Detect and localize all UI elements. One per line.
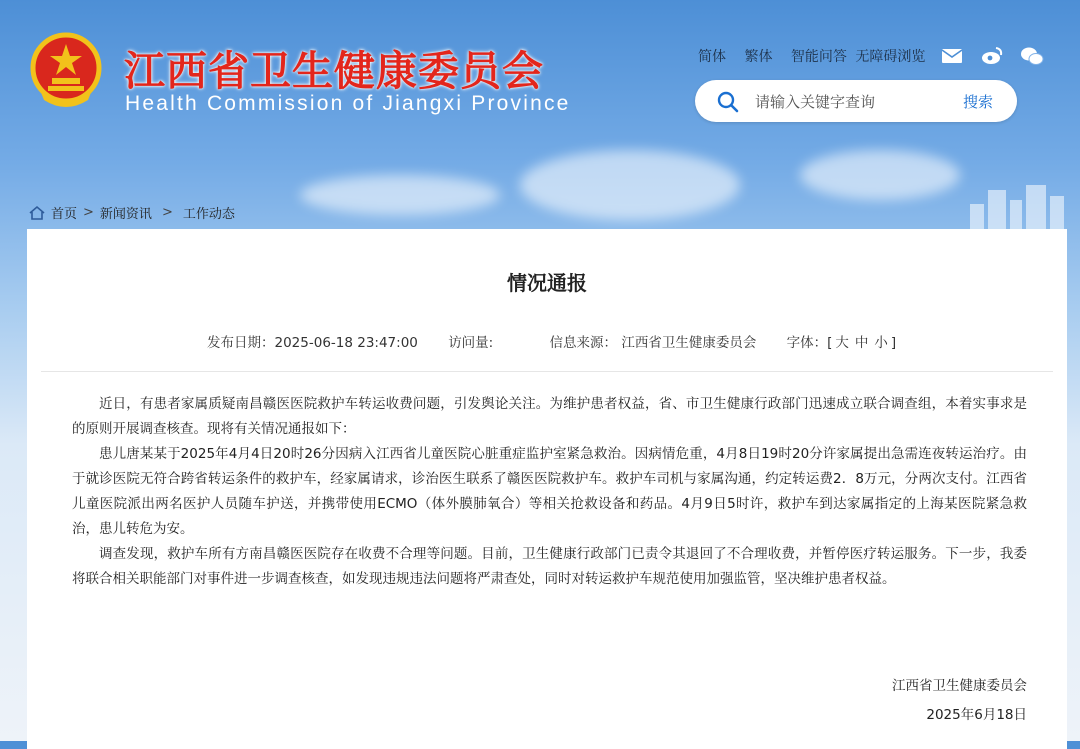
national-emblem-icon	[26, 30, 106, 110]
font-size-bracket: ]	[890, 335, 897, 351]
breadcrumb-separator: >	[83, 205, 94, 220]
publish-date: 发布日期：2025-06-18 23:47:00	[207, 335, 418, 351]
social-icons	[940, 46, 1044, 66]
article-title: 情况通报	[507, 271, 587, 295]
city-skyline-decoration	[960, 185, 1080, 230]
article-card	[27, 229, 1067, 749]
article-body	[72, 392, 1027, 592]
site-title-chinese: 江西省卫生健康委员会	[124, 47, 544, 95]
font-small-button[interactable]: 小	[874, 335, 888, 351]
divider	[41, 371, 1053, 372]
home-icon	[28, 205, 46, 221]
top-links	[698, 46, 925, 66]
article-date: 2025年6月18日	[926, 707, 1027, 723]
article-paragraph: 患儿唐某某于2025年4月4日20时26分因病入江西省儿童医院心脏重症监护室紧急救治。因病情危重，4月8日19时20分许家属提出急需连夜转运治疗。由于就诊医院无符合跨省转运条件的救护车，经家属请求，诊治医生联系了赣医医院救护车。救护车司机与家属沟通，约定转运费2．8万元，分两次支付。江西省儿童医院派出两名医护人员随车护送，并携带使用ECMO（体外膜肺氧合）等相关抢救设备和药品。4月9日5时许，救护车到达家属指定的上海某医院紧急救治，患儿转危为安。	[72, 446, 1027, 537]
article-signature: 江西省卫生健康委员会	[892, 678, 1027, 694]
smart-qa-link[interactable]: 智能问答	[790, 49, 847, 65]
font-size-switcher	[787, 335, 897, 351]
breadcrumb-separator: >	[161, 205, 173, 220]
article-paragraph: 调查发现，救护车所有方南昌赣医医院存在收费不合理等问题。目前，卫生健康行政部门已责令其退回了不合理收费，并暂停医疗转运服务。下一步，我委将联合相关职能部门对事件进一步调查核查，如发现违规违法问题将严肃查处，同时对转运救护车规范使用加强监管，坚决维护患者权益。	[72, 546, 1027, 587]
font-large-button[interactable]: 大	[835, 335, 849, 351]
weibo-icon[interactable]	[980, 46, 1004, 66]
site-title-english: Health Commission of Jiangxi Province	[125, 92, 571, 115]
wechat-icon[interactable]	[1020, 46, 1044, 66]
search-input[interactable]	[753, 90, 937, 114]
font-size-label: 字体：[	[786, 335, 833, 351]
article-paragraph: 近日，有患者家属质疑南昌赣医医院救护车转运收费问题，引发舆论关注。为维护患者权益，省、市卫生健康行政部门迅速成立联合调查组，本着实事求是的原则开展调查核查。现将有关情况通报如下：	[72, 396, 1027, 437]
cloud-decoration	[520, 150, 740, 220]
breadcrumb	[28, 203, 235, 222]
font-medium-button[interactable]: 中	[854, 335, 869, 351]
mail-icon[interactable]	[940, 46, 964, 66]
search-box	[695, 80, 1017, 122]
breadcrumb-work-updates[interactable]: 工作动态	[182, 207, 235, 222]
breadcrumb-news[interactable]: 新闻资讯	[99, 207, 152, 222]
visit-count: 访问量:	[448, 335, 494, 351]
cloud-decoration	[800, 150, 960, 200]
info-source: 信息来源： 江西省卫生健康委员会	[549, 335, 757, 351]
simplified-chinese-link[interactable]: 简体	[698, 49, 726, 65]
search-icon[interactable]	[717, 91, 739, 113]
search-button[interactable]: 搜索	[963, 93, 994, 111]
accessibility-link[interactable]: 无障碍浏览	[855, 49, 926, 65]
traditional-chinese-link[interactable]: 繁体	[744, 49, 773, 65]
breadcrumb-home[interactable]: 首页	[51, 207, 78, 222]
article-meta	[207, 331, 896, 351]
cloud-decoration	[300, 175, 500, 215]
